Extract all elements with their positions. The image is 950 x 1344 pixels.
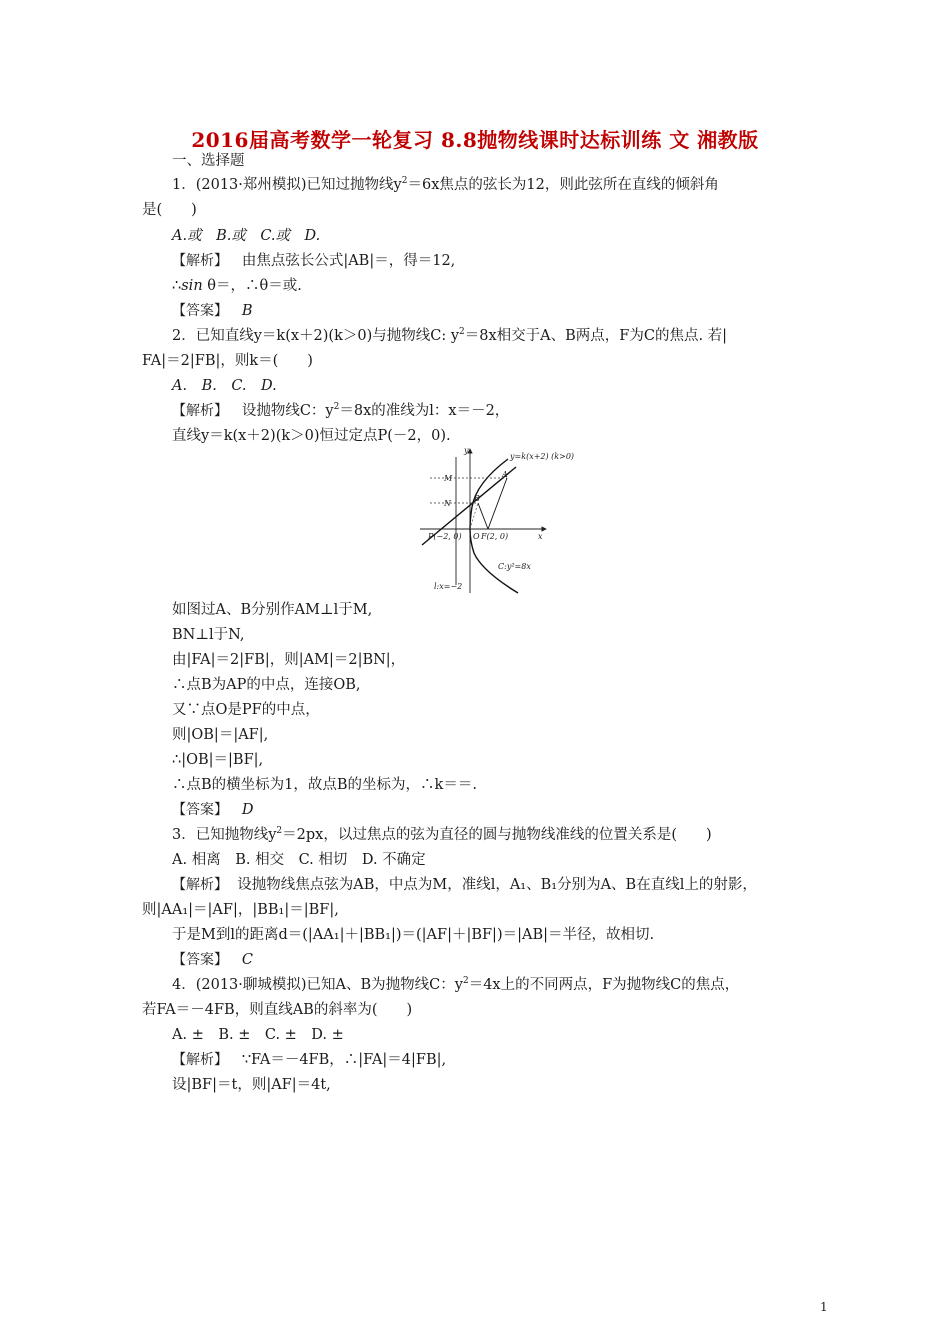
q2-explain-8: ∴点B的横坐标为1，故点B的坐标为，∴k＝＝. <box>172 777 477 793</box>
q3-answer: 【答案】 C <box>172 952 253 968</box>
q2-options: A. B. C. D. <box>172 378 277 394</box>
point-p-label: P(−2, 0) <box>428 532 462 541</box>
parabola-figure <box>418 445 575 595</box>
answer-tag: 【答案】 <box>172 802 228 818</box>
page-title: 2016届高考数学一轮复习 8.8抛物线课时达标训练 文 湘教版 <box>191 128 759 152</box>
answer-tag: 【答案】 <box>172 303 228 319</box>
q3-analysis-3: 于是M到l的距离d＝(|AA₁|＋|BB₁|)＝(|AF|＋|BF|)＝|AB|＝半径，故相切. <box>172 927 655 943</box>
point-m-label: M <box>444 474 453 483</box>
analysis-tag: 【解析】 <box>172 253 228 269</box>
point-f-label: F(2, 0) <box>481 532 509 541</box>
q2-explain-7: ∴|OB|＝|BF|, <box>172 752 264 768</box>
q3-analysis: 【解析】 设抛物线焦点弦为AB，中点为M，准线l，A₁、B₁分别为A、B在直线l上的射影， <box>172 877 757 893</box>
q2-explain-4: ∴点B为AP的中点，连接OB, <box>172 677 361 693</box>
segment-fb <box>478 503 488 529</box>
line-label: y=k(x+2) (k>0) <box>510 452 575 461</box>
origin-label: O <box>473 532 480 541</box>
section-heading: 一、选择题 <box>172 153 245 169</box>
q1-options: A.或 B.或 C.或 D. <box>172 228 321 244</box>
q2-answer: 【答案】 D <box>172 802 254 818</box>
q2-analysis: 【解析】 设抛物线C：$y^2=8x$的准线为l：x＝－2， <box>172 402 510 419</box>
q4-options: A. ± B. ± C. ± D. ± <box>172 1027 344 1043</box>
analysis-tag: 【解析】 <box>172 877 228 893</box>
x-axis-label: x <box>538 532 543 541</box>
q2-stem: 2．已知直线y＝k(x＋2)(k＞0)与抛物线C: $y^2=8x$相交于A、B两点，F为C的焦点. 若| <box>172 327 728 344</box>
point-a-label: A <box>502 470 508 479</box>
q4-stem-cont: 若FA＝－4FB，则直线AB的斜率为( ) <box>142 1002 413 1018</box>
q3-stem: 3．已知抛物线$y^2=2px$，以过焦点的弦为直径的圆与抛物线准线的位置关系是( ) <box>172 826 712 843</box>
q2-explain-2: BN⊥l于N, <box>172 627 245 643</box>
segment-fa <box>488 478 507 529</box>
q2-explain-1: 如图过A、B分别作AM⊥l于M, <box>172 602 373 618</box>
q1-stem: 1．(2013·郑州模拟)已知过抛物线$y^2=6x$焦点的弦长为12，则此弦所在直线的倾斜角 <box>172 176 719 193</box>
q1-analysis-2: ∴sin θ＝，∴θ＝或. <box>172 278 302 294</box>
q3-options: A. 相离 B. 相交 C. 相切 D. 不确定 <box>172 852 426 868</box>
y-axis-label: y <box>464 446 469 455</box>
q2-analysis-2: 直线y＝k(x＋2)(k＞0)恒过定点P(－2，0). <box>172 428 451 444</box>
q2-explain-5: 又∵点O是PF的中点， <box>172 702 320 718</box>
q1-analysis: 【解析】 由焦点弦长公式|AB|＝，得＝12, <box>172 253 456 269</box>
parabola-curve <box>470 459 518 593</box>
q2-explain-6: 则|OB|＝|AF|, <box>172 727 269 743</box>
q1-stem-cont: 是( ) <box>142 202 197 218</box>
q4-stem: 4．(2013·聊城模拟)已知A、B为抛物线C：$y^2=4x$上的不同两点，F为抛物线C的焦点， <box>172 976 740 993</box>
q2-explain-3: 由|FA|＝2|FB|，则|AM|＝2|BN|， <box>172 652 406 668</box>
directrix-label: l:x=−2 <box>434 582 463 591</box>
answer-tag: 【答案】 <box>172 952 228 968</box>
q4-analysis: 【解析】 ∵FA＝－4FB，∴|FA|＝4|FB|, <box>172 1052 447 1068</box>
analysis-tag: 【解析】 <box>172 403 228 419</box>
q1-answer: 【答案】 B <box>172 303 253 319</box>
q4-analysis-2: 设|BF|＝t，则|AF|＝4t, <box>172 1077 331 1093</box>
point-b-label: B <box>474 494 480 503</box>
parabola-label: C:y²=8x <box>498 562 531 571</box>
q2-stem-cont: FA|＝2|FB|，则k＝( ) <box>142 353 313 369</box>
page-number: 1 <box>820 1300 828 1314</box>
analysis-tag: 【解析】 <box>172 1052 228 1068</box>
point-n-label: N <box>444 499 451 508</box>
q3-analysis-2: 则|AA₁|＝|AF|，|BB₁|＝|BF|, <box>142 902 339 918</box>
